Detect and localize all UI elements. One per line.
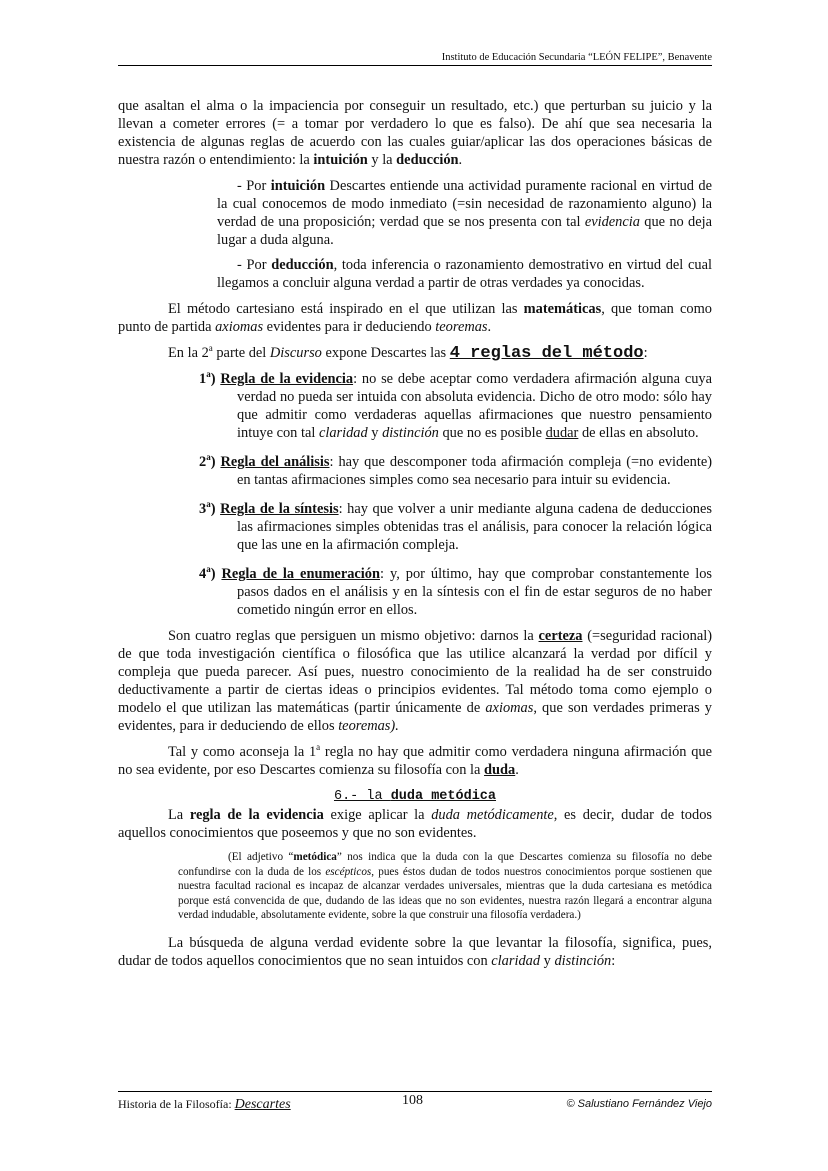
rule-title: Regla de la síntesis (220, 501, 339, 517)
rule-item-sintesis: 3$^a$) Regla de la síntesis: hay que volver a unir mediante alguna cadena de deducciones las afirmaciones simples obtenidas tras el análisis, para conocer la relación lógica que las une en la afirmación compleja. (199, 499, 712, 553)
definition-deduccion: - Por deducción, toda inferencia o razonamiento demostrativo en virtud del cual llegamos a concluir alguna verdad a partir de otras verdades ya conocidas. (217, 257, 712, 291)
paragraph-duda-metodica: La regla de la evidencia exige aplicar la duda metódicamente, es decir, dudar de todos aquellos conocimientos que poseemos y que no son evidentes. (118, 807, 712, 841)
paragraph-reason: que asaltan el alma o la impaciencia por conseguir un resultado, etc.) que perturban su juicio y la llevan a cometer errores (= a tomar por verdadero lo que es falso). De ahí que sea necesaria la existencia de algunas reglas de acuerdo con las cuales guiar/aplicar las dos operaciones básicas de nuestra razón o entendimiento: la intuición y la deducción. (118, 98, 712, 168)
page-body (118, 97, 712, 970)
paragraph-rules-intro: En la 2$^a$ parte del Discurso expone Descartes las 4 reglas del método: (168, 343, 648, 363)
footer-divider (118, 1091, 712, 1092)
footer-author: © Salustiano Fernández Viejo (566, 1098, 712, 1110)
footnote-metodica: (El adjetivo “metódica” nos indica que la duda con la que Descartes comienza su filosofía no debe confundirse con la duda de los escépticos, pues éstos dudan de todos nuestros conocimientos porque sostienen que nuestra facultad racional es incapaz de alcanzar verdades universales, mientras que la duda cartesiana es metódica porque está convencida de que, dudando de las ideas que no son evidentes, nuestra razón llegará a encontrar alguna verdad indudable, absolutamente evidente, sobre la que construir una filosofía verdadera.) (178, 851, 713, 921)
paragraph-method: El método cartesiano está inspirado en el que utilizan las matemáticas, que toman como punto de partida axiomas evidentes para ir deduciendo teoremas. (118, 301, 712, 335)
running-header: Instituto de Educación Secundaria “LEÓN FELIPE”, Benavente (441, 52, 712, 63)
footer-course: Descartes (234, 1097, 291, 1112)
paragraph-certeza: Son cuatro reglas que persiguen un mismo objetivo: darnos la certeza (=seguridad racional) de que toda investigación científica o filosófica que las utilice alcanzará la verdad por difícil y compleja que pueda parecer. Así pues, nuestro conocimiento de la realidad ha de ser construido deductivamente a partir de ciertas ideas o principios evidentes. Tal método toma como ejemplo o modelo el que utilizan las matemáticas (partir únicamente de axiomas, que son verdades primeras y evidentes, para ir deduciendo de ellos teoremas). (118, 628, 712, 734)
header-divider (118, 65, 712, 66)
rule-title: Regla de la evidencia (220, 371, 354, 387)
rules-heading: 4 reglas del método (449, 344, 644, 363)
page-number: 108 (402, 1093, 423, 1108)
term-deduccion: deducción (396, 152, 459, 168)
paragraph-busqueda: La búsqueda de alguna verdad evidente sobre la que levantar la filosofía, significa, pues, dudar de todos aquellos conocimientos que no sean intuidos con claridad y distinción: (118, 934, 712, 969)
rule-item-evidencia: 1$^a$) Regla de la evidencia: no se debe aceptar como verdadera afirmación alguna cuya verdad no pueda ser intuida con absoluta evidencia. Dicho de otro modo: sólo hay que admitir como verdaderas aquellas afirmaciones que nuestro pensamiento intuye con tal claridad y distinción que no es posible dudar de ellas en absoluto. (199, 369, 712, 441)
rule-title: Regla del análisis (220, 454, 330, 470)
section-heading: 6.- la duda metódica (333, 789, 497, 804)
rule-title: Regla de la enumeración (221, 566, 380, 582)
rule-item-analisis: 2$^a$) Regla del análisis: hay que descomponer toda afirmación compleja (=no evidente) en tantas afirmaciones simples como sea necesario para intuir su evidencia. (199, 452, 713, 488)
rule-item-enumeracion: 4$^a$) Regla de la enumeración: y, por último, hay que comprobar constantemente los pasos dados en el análisis y en la síntesis con el fin de estar seguros de no haber cometido ningún error en ellos. (199, 564, 712, 618)
paragraph-duda: Tal y como aconseja la 1$^a$ regla no hay que admitir como verdadera ninguna afirmación que no sea evidente, por eso Descartes comienza su filosofía con la duda. (118, 742, 713, 778)
footer-subject: Historia de la Filosofía: Descartes (118, 1097, 291, 1112)
definition-intuicion: - Por intuición Descartes entiende una actividad puramente racional en virtud de la cual conocemos de modo inmediato (=sin necesidad de razonamiento alguno) la verdad de una proposición; verdad que se nos presenta con tal evidencia que no deja lugar a duda alguna. (217, 178, 712, 248)
term-intuicion: intuición (313, 152, 368, 168)
